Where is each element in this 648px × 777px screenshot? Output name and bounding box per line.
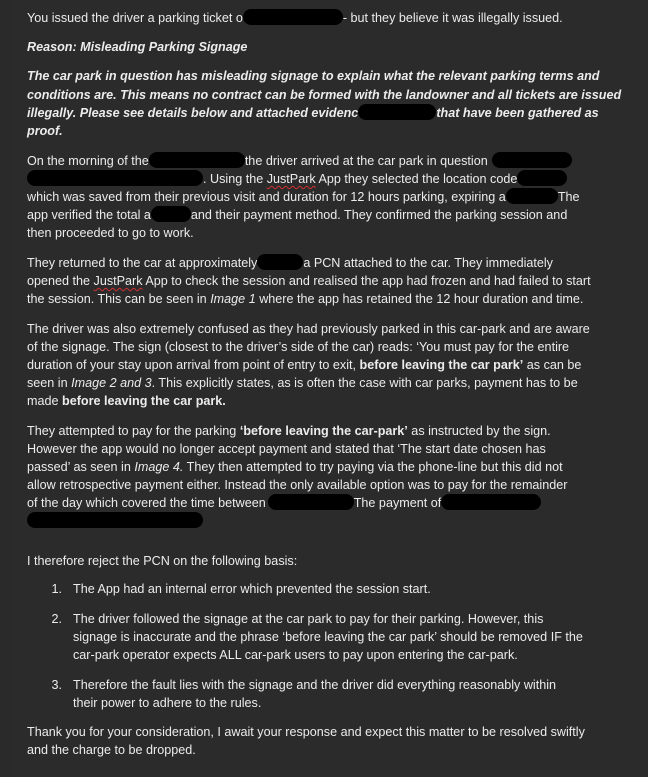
redaction xyxy=(243,9,343,25)
image-reference: Image 2 and 3 xyxy=(71,376,152,390)
p2-text: opened the xyxy=(27,274,94,288)
p2-text: where the app has retained the 12 hour duration and time. xyxy=(255,292,584,306)
redaction xyxy=(268,494,354,510)
app-name: JustPark xyxy=(266,172,316,186)
p1-text: The xyxy=(557,190,580,204)
p4-line-2: However the app would no longer accept payment and stated that ‘The start date chosen has xyxy=(27,442,546,456)
redaction xyxy=(492,152,572,168)
list-item-3-line-2: their power to adhere to the rules. xyxy=(73,696,262,710)
list-item-2-line-1: The driver followed the signage at the car park to pay for their parking. However, this xyxy=(73,612,544,626)
letter-page xyxy=(12,0,648,777)
p3-emphasis: before leaving the car park’ xyxy=(359,358,524,372)
p2-text: a PCN attached to the car. They immediately xyxy=(303,256,553,270)
p1-text: On the morning of the xyxy=(27,154,149,168)
redaction xyxy=(358,104,436,120)
claim-line-4: proof. xyxy=(27,124,63,138)
app-name: JustPark xyxy=(93,274,143,288)
list-item-2-line-2: signage is inaccurate and the phrase ‘before leaving the car park’ should be removed IF the xyxy=(73,630,583,644)
intro-line xyxy=(27,9,563,27)
redaction xyxy=(27,512,203,528)
claim-line-3 xyxy=(27,104,599,122)
p3-text: made xyxy=(27,394,63,408)
p1-text: and their payment method. They confirmed the parking session and xyxy=(190,208,568,222)
list-number: 1. xyxy=(51,582,62,596)
p3-line-2: of the signage. The sign (closest to the driver’s side of the car) reads: ‘You must pay for the entire xyxy=(27,340,570,354)
p3-line-5 xyxy=(27,392,226,410)
p1-text: App they selected the location code xyxy=(315,172,518,186)
intro-text-end: - but they believe it was illegally issued. xyxy=(342,11,563,25)
redaction xyxy=(149,152,245,168)
list-number: 3. xyxy=(51,678,62,692)
p4-text: passed’ as seen in xyxy=(27,460,135,474)
p2-text: App to check the session and realised the app had frozen and had failed to start xyxy=(142,274,591,288)
p3-line-3 xyxy=(27,356,581,374)
p1-text: the driver arrived at the car park in question xyxy=(244,154,488,168)
p3-line-4 xyxy=(27,374,578,392)
basis-line: I therefore reject the PCN on the following basis: xyxy=(27,554,298,568)
p1-text: which was saved from their previous visit and duration for 12 hours parking, expiring a xyxy=(27,190,506,204)
p4-emphasis: ‘before leaving the car-park’ xyxy=(239,424,408,438)
intro-text-start: You issued the driver a parking ticket o xyxy=(27,11,243,25)
claim-line-1: The car park in question has misleading signage to explain what the relevant parking terms and xyxy=(27,69,600,83)
list-item-2-line-3: car-park operator expects ALL car-park users to pay upon entering the car-park. xyxy=(73,648,518,662)
p4-line-5 xyxy=(27,494,541,512)
p4-text: of the day which covered the time between xyxy=(27,496,266,510)
p1-text: app verified the total a xyxy=(27,208,151,222)
redaction xyxy=(27,170,203,186)
p1-line-4 xyxy=(27,206,567,224)
reason-heading: Reason: Misleading Parking Signage xyxy=(27,40,248,54)
p4-line-6 xyxy=(27,512,203,530)
p4-text: They then attempted to try paying via the phone-line but this did not xyxy=(183,460,563,474)
p4-text: as instructed by the sign. xyxy=(407,424,551,438)
p3-text: . This explicitly states, as is often the case with car parks, payment has to be xyxy=(151,376,578,390)
p1-line-3 xyxy=(27,188,580,206)
claim-text-start: illegally. Please see details below and attached evidenc xyxy=(27,106,359,120)
redaction xyxy=(151,206,191,222)
p3-line-1: The driver was also extremely confused as they had previously parked in this car-park and are aware xyxy=(27,322,590,336)
p4-line-3 xyxy=(27,458,563,476)
p1-text: . Using the xyxy=(203,172,267,186)
p2-text: the session. This can be seen in xyxy=(27,292,211,306)
p3-text: as can be xyxy=(523,358,582,372)
claim-line-2: conditions are. This means no contract can be formed with the landowner and all tickets are issued xyxy=(27,88,622,102)
redaction xyxy=(257,254,303,270)
list-item-3-line-1: Therefore the fault lies with the signage and the driver did everything reasonably within xyxy=(73,678,557,692)
closing-line-1: Thank you for your consideration, I await your response and expect this matter to be resolved swiftly xyxy=(27,725,585,739)
p2-line-3 xyxy=(27,290,583,308)
closing-line-2: and the charge to be dropped. xyxy=(27,743,196,757)
p1-line-1 xyxy=(27,152,572,170)
p4-text: They attempted to pay for the parking xyxy=(27,424,240,438)
claim-text-end: that have been gathered as xyxy=(436,106,599,120)
redaction xyxy=(441,494,541,510)
image-reference: Image 4. xyxy=(134,460,184,474)
image-reference: Image 1 xyxy=(210,292,256,306)
p3-text: duration of your stay upon arrival from point of entry to exit, xyxy=(27,358,360,372)
p1-line-2 xyxy=(27,170,567,188)
p2-line-2 xyxy=(27,272,591,290)
redaction xyxy=(506,188,558,204)
p4-line-1 xyxy=(27,422,551,440)
list-item-1-line-1: The App had an internal error which prevented the session start. xyxy=(73,582,431,596)
p3-emphasis: before leaving the car park. xyxy=(62,394,226,408)
p1-line-5: then proceeded to go to work. xyxy=(27,226,194,240)
p2-text: They returned to the car at approximately xyxy=(27,256,258,270)
p2-line-1 xyxy=(27,254,553,272)
p4-text: The payment of xyxy=(353,496,442,510)
p4-line-4: allow retrospective payment either. Instead the only available option was to pay for the remainder xyxy=(27,478,568,492)
redaction xyxy=(517,170,567,186)
p3-text: seen in xyxy=(27,376,72,390)
list-number: 2. xyxy=(51,612,62,626)
